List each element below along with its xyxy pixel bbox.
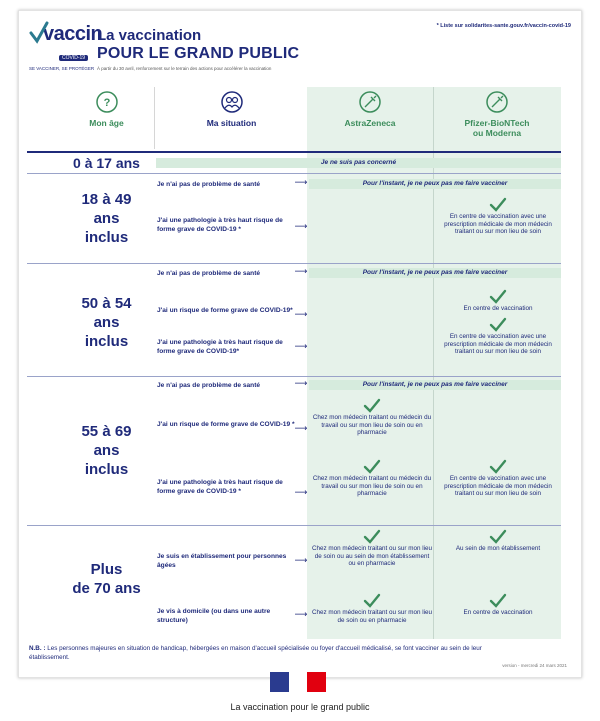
cell-18-49-pfizer xyxy=(435,197,561,236)
cell-70-establishment-pfizer xyxy=(435,529,561,553)
row-divider xyxy=(27,525,561,526)
col-header-pfizer-line2: ou Moderna xyxy=(472,128,522,138)
cell-text: En centre de vaccination avec une prescription médicale de mon médecin traitant ou sur mon lieu de soin xyxy=(444,213,552,236)
title-line-2: POUR LE GRAND PUBLIC xyxy=(97,45,300,62)
situation-50-54-risk: J'ai un risque de forme grave de COVID-19* xyxy=(157,307,293,314)
cell-50-54-risk-pfizer xyxy=(435,289,561,313)
check-icon xyxy=(363,459,381,474)
nb-text: Les personnes majeures en situation de handicap, hébergées en maison d'accueil spécialisée ou foyer d'accueil médicalisé, se font vacciner au sein de leur établissement. xyxy=(29,645,482,661)
arrow-right-icon: ⟶ xyxy=(294,177,308,187)
situation-50-54-healthy: Je n'ai pas de problème de santé xyxy=(157,270,261,277)
situation-70-home: Je vis à domicile (ou dans une autre structure) xyxy=(157,608,271,624)
arrow-right-icon: ⟶ xyxy=(294,423,308,433)
col-header-age xyxy=(59,87,154,149)
arrow-right-icon: ⟶ xyxy=(294,221,308,231)
syringe-icon xyxy=(485,90,509,114)
cell-55-69-risk-astrazeneca xyxy=(311,398,433,437)
age-line: ans xyxy=(93,441,120,459)
check-icon xyxy=(489,289,507,304)
situation-70-establishment: Je suis en établissement pour personnes âgées xyxy=(157,553,287,569)
check-icon xyxy=(363,593,381,608)
logo-tagline: SE VACCINER, SE PROTÉGER xyxy=(29,66,95,71)
vaccination-poster xyxy=(18,10,582,678)
cell-55-69-high-risk-pfizer xyxy=(435,459,561,498)
version-note: version - mercredi 24 mars 2021 xyxy=(502,663,567,668)
image-caption: La vaccination pour le grand public xyxy=(230,702,370,712)
age-line: inclus xyxy=(84,332,129,350)
arrow-right-icon: ⟶ xyxy=(294,555,308,565)
age-line: de 70 ans xyxy=(72,579,141,597)
age-line: ans xyxy=(93,209,120,227)
logo-word: vaccin xyxy=(43,23,103,45)
vaccin-logo xyxy=(29,23,107,71)
arrow-right-icon: ⟶ xyxy=(294,487,308,497)
not-concerned-band: Je ne suis pas concerné xyxy=(156,158,561,168)
age-55-69 xyxy=(59,423,154,479)
situation-18-49-high-risk: J'ai une pathologie à très haut risque de forme grave de COVID-19 * xyxy=(157,217,283,233)
col-header-age-label: Mon âge xyxy=(89,118,124,128)
arrow-right-icon: ⟶ xyxy=(294,309,308,319)
logo-check-icon xyxy=(29,21,49,45)
cell-70-establishment-astrazeneca xyxy=(311,529,433,568)
check-icon xyxy=(363,529,381,544)
situation-18-49-healthy: Je n'ai pas de problème de santé xyxy=(157,181,261,188)
col-header-situation-label: Ma situation xyxy=(206,118,257,128)
age-line: ans xyxy=(93,313,120,331)
age-line: 55 à 69 xyxy=(81,423,132,440)
cell-text: Chez mon médecin traitant ou médecin du travail ou sur mon lieu de soin ou en pharmacie xyxy=(312,414,432,437)
col-header-astrazeneca-label: AstraZeneca xyxy=(344,118,396,128)
col-header-pfizer xyxy=(433,87,561,149)
check-icon xyxy=(489,197,507,212)
cannot-vaccinate-band: Pour l'instant, je ne peux pas me faire vacciner xyxy=(309,380,561,390)
cell-text: En centre de vaccination avec une prescription médicale de mon médecin traitant ou sur mon lieu de soin xyxy=(444,333,552,356)
subtitle: À partir du 30 avril, renforcement sur le terrain des actions pour accélérer la vaccination xyxy=(97,66,272,71)
cell-55-69-high-risk-astrazeneca xyxy=(311,459,433,498)
age-line: inclus xyxy=(84,228,129,246)
age-50-54 xyxy=(59,295,154,351)
check-icon xyxy=(489,459,507,474)
row-divider xyxy=(27,376,561,377)
age-line: Plus xyxy=(90,561,123,578)
cell-text: Chez mon médecin traitant ou sur mon lieu de soin ou en pharmacie xyxy=(311,609,433,624)
situation-55-69-risk: J'ai un risque de forme grave de COVID-19 * xyxy=(157,421,295,428)
logo-badge: COVID-19 xyxy=(59,55,88,61)
row-divider xyxy=(27,173,561,174)
situation-50-54-high-risk: J'ai une pathologie à très haut risque de forme grave de COVID-19* xyxy=(157,339,283,355)
age-0-17: 0 à 17 ans xyxy=(73,155,140,171)
cannot-vaccinate-band: Pour l'instant, je ne peux pas me faire vacciner xyxy=(309,179,561,189)
people-icon xyxy=(220,90,244,114)
age-line: 18 à 49 xyxy=(81,191,132,208)
question-person-icon xyxy=(95,90,119,114)
age-line: inclus xyxy=(84,460,129,478)
arrow-right-icon: ⟶ xyxy=(294,341,308,351)
cell-70-home-astrazeneca xyxy=(311,593,433,624)
row-divider xyxy=(27,263,561,264)
arrow-right-icon: ⟶ xyxy=(294,378,308,388)
age-18-49 xyxy=(59,191,154,247)
nb-note xyxy=(29,645,509,662)
row-divider xyxy=(27,151,561,153)
flag-red xyxy=(307,672,326,692)
cell-text: En centre de vaccination avec une prescription médicale de mon médecin traitant ou sur mon lieu de soin xyxy=(444,475,552,498)
age-line: 50 à 54 xyxy=(81,295,132,312)
col-header-astrazeneca xyxy=(307,87,433,149)
cell-70-home-pfizer xyxy=(435,593,561,617)
svg-text:?: ? xyxy=(103,97,110,109)
check-icon xyxy=(489,529,507,544)
check-icon xyxy=(363,398,381,413)
check-icon xyxy=(489,317,507,332)
title-line-1: La vaccination xyxy=(97,27,202,44)
cell-text: En centre de vaccination xyxy=(463,305,533,312)
arrow-right-icon: ⟶ xyxy=(294,609,308,619)
arrow-right-icon: ⟶ xyxy=(294,266,308,276)
cannot-vaccinate-band: Pour l'instant, je ne peux pas me faire vacciner xyxy=(309,268,561,278)
column-divider xyxy=(433,87,434,639)
cell-text: Chez mon médecin traitant ou sur mon lieu de soin ou au sein de mon établissement ou en pharmacie xyxy=(311,545,433,568)
situation-55-69-healthy: Je n'ai pas de problème de santé xyxy=(157,382,261,389)
cell-50-54-high-risk-pfizer xyxy=(435,317,561,356)
cell-text: En centre de vaccination xyxy=(463,609,533,616)
cell-text: Au sein de mon établissement xyxy=(455,545,541,552)
flag-white xyxy=(289,672,308,692)
source-link[interactable]: * Liste sur solidarites-sante.gouv.fr/vaccin-covid-19 xyxy=(436,23,571,29)
syringe-icon xyxy=(358,90,382,114)
check-icon xyxy=(489,593,507,608)
col-header-situation xyxy=(154,87,309,149)
situation-55-69-high-risk: J'ai une pathologie à très haut risque de forme grave de COVID-19 * xyxy=(157,479,283,495)
marianne-flag-logo xyxy=(270,672,326,692)
flag-blue xyxy=(270,672,289,692)
col-header-pfizer-line1: Pfizer-BioNTech xyxy=(464,118,530,128)
age-70-plus xyxy=(59,561,154,599)
nb-label: N.B. : xyxy=(29,645,46,652)
cell-text: Chez mon médecin traitant ou médecin du travail ou sur mon lieu de soin ou en pharmacie xyxy=(312,475,432,498)
